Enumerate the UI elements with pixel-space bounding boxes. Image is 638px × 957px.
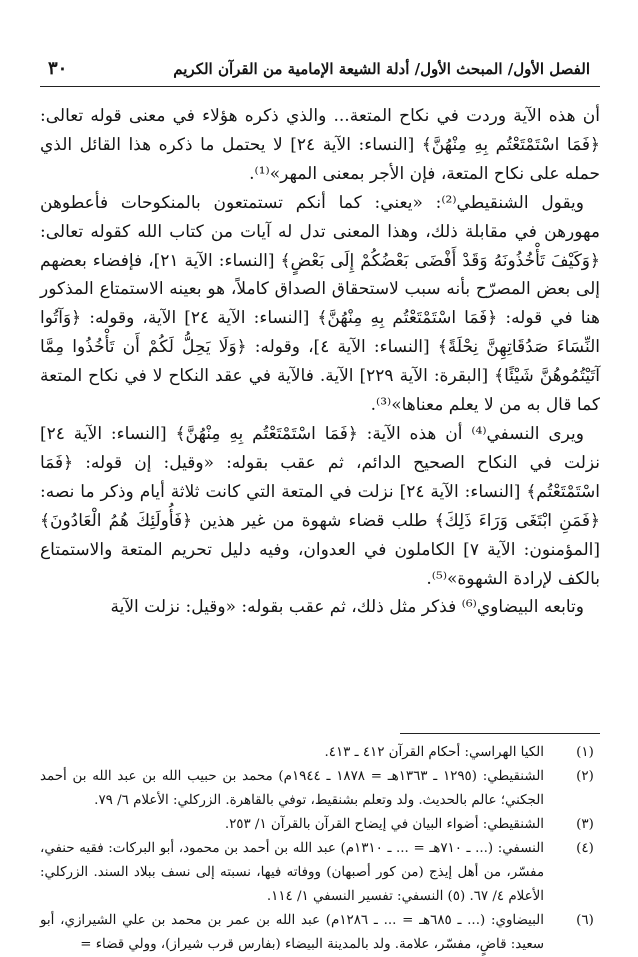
page-number: ٣٠ xyxy=(48,58,68,79)
footnote xyxy=(40,741,600,765)
footnote-number: (٢) xyxy=(576,769,594,784)
paragraph: ويقول الشنقيطي⁽²⁾: «يعني: كما أنكم تستمتعون بالمنكوحات فأعطوهن مهورهن في مقابلة ذلك، وهذا المعنى تدل له آيات من كتاب الله كقوله تعالى: ﴿وَكَيْفَ تَأْخُذُونَهُ وَقَدْ أَفْضَى بَعْضُكُمْ إِلَى بَعْضٍ﴾ [النساء: الآية ٢١]، فإفضاء بعضهم إلى بعض المصرّح بأنه سبب لاستحقاق الصداق كاملاً، هو بعينه الاستمتاع المذكور هنا في قوله: ﴿فَمَا اسْتَمْتَعْتُم بِهِ مِنْهُنَّ﴾ [النساء: الآية ٢٤] الآية، وقوله: ﴿وَآتُوا النِّسَاءَ صَدُقَاتِهِنَّ نِحْلَةً﴾ [النساء: الآية ٤]، وقوله: ﴿وَلَا يَحِلُّ لَكُمْ أَن تَأْخُذُوا مِمَّا آتَيْتُمُوهُنَّ شَيْئًا﴾ [البقرة: الآية ٢٢٩] الآية. فالآية في عقد النكاح لا في نكاح المتعة كما قال به من لا يعلم معناها»⁽³⁾. xyxy=(40,192,600,416)
footnote-text: البيضاوي: (... ـ ٦٨٥هـ = ... ـ ١٢٨٦م) عبد الله بن عمر بن محمد بن علي الشيرازي، أبو سعيد: قاضٍ، مفسّر، علامة. ولد بالمدينة البيضاء (بفارس قرب شيراز)، وولي قضاء = xyxy=(40,913,544,952)
footnote xyxy=(40,813,600,837)
footnote-number: (١) xyxy=(576,745,594,760)
chapter-title: الفصل الأول/ المبحث الأول/ أدلة الشيعة الإمامية من القرآن الكريم xyxy=(173,60,590,78)
footnote-number: (٦) xyxy=(576,913,594,928)
footnote-divider xyxy=(400,733,600,734)
footnote-text: الكيا الهراسي: أحكام القرآن ٤١٢ ـ ٤١٣. xyxy=(324,745,544,760)
footnotes xyxy=(40,741,600,957)
footnote-text: النسفي: (... ـ ٧١٠هـ = ... ـ ١٣١٠م) عبد الله بن أحمد بن محمود، أبو البركات: فقيه حنفي، مفسّر، من أهل إيذج (من كور أصبهان) ووفاته فيها، نسبته إلى نسف ببلاد السند. الزركلي: الأعلام ٤/ ٦٧. (٥) النسفي: تفسير النسفي ١/ ١١٤. xyxy=(40,841,544,904)
paragraph: وتابعه البيضاوي⁽⁶⁾ فذكر مثل ذلك، ثم عقب بقوله: «وقيل: نزلت الآية xyxy=(110,597,584,618)
header-divider xyxy=(40,86,600,87)
paragraph: ويرى النسفي⁽⁴⁾ أن هذه الآية: ﴿فَمَا اسْتَمْتَعْتُم بِهِ مِنْهُنَّ﴾ [النساء: الآية ٢٤] نزلت في النكاح الصحيح الدائم، ثم عقب بقوله: «وقيل: إن قوله: ﴿فَمَا اسْتَمْتَعْتُم﴾ [النساء: الآية ٢٤] نزلت في المتعة التي كانت ثلاثة أيام وذكر ما نصه: ﴿فَمَنِ ابْتَغَى وَرَاءَ ذَلِكَ﴾ طلب قضاء شهوة من غير هذين ﴿فَأُولَئِكَ هُمُ الْعَادُونَ﴾ [المؤمنون: الآية ٧] الكاملون في العدوان، وفيه دليل تحريم المتعة والاستمتاع بالكف لإرادة الشهوة»⁽⁵⁾. xyxy=(40,423,600,589)
footnote-number: (٤) xyxy=(576,841,594,856)
footnote-number: (٣) xyxy=(576,817,594,832)
paragraph: أن هذه الآية وردت في نكاح المتعة... والذي ذكره هؤلاء في معنى قوله تعالى: ﴿فَمَا اسْتَمْتَعْتُم بِهِ مِنْهُنَّ﴾ [النساء: الآية ٢٤] لا يحتمل ما ذكره هذا القائل الذي حمله على نكاح المتعة، فإن الأجر بمعنى المهر»⁽¹⁾. xyxy=(40,106,600,184)
footnote-text: الشنقيطي: (١٢٩٥ ـ ١٣٦٣هـ = ١٨٧٨ ـ ١٩٤٤م) محمد بن حبيب الله بن عبد الله بن أحمد الجكني؛ عالم بالحديث. ولد وتعلم بشنقيط، توفي بالقاهرة. الزركلي: الأعلام ٦/ ٧٩. xyxy=(40,769,545,808)
footnote xyxy=(40,909,600,957)
running-header xyxy=(40,56,600,86)
main-text xyxy=(40,102,600,622)
footnote-text: الشنقيطي: أضواء البيان في إيضاح القرآن بالقرآن ١/ ٢٥٣. xyxy=(224,817,544,832)
footnote xyxy=(40,765,600,813)
footnote xyxy=(40,837,600,909)
book-page xyxy=(40,48,600,952)
